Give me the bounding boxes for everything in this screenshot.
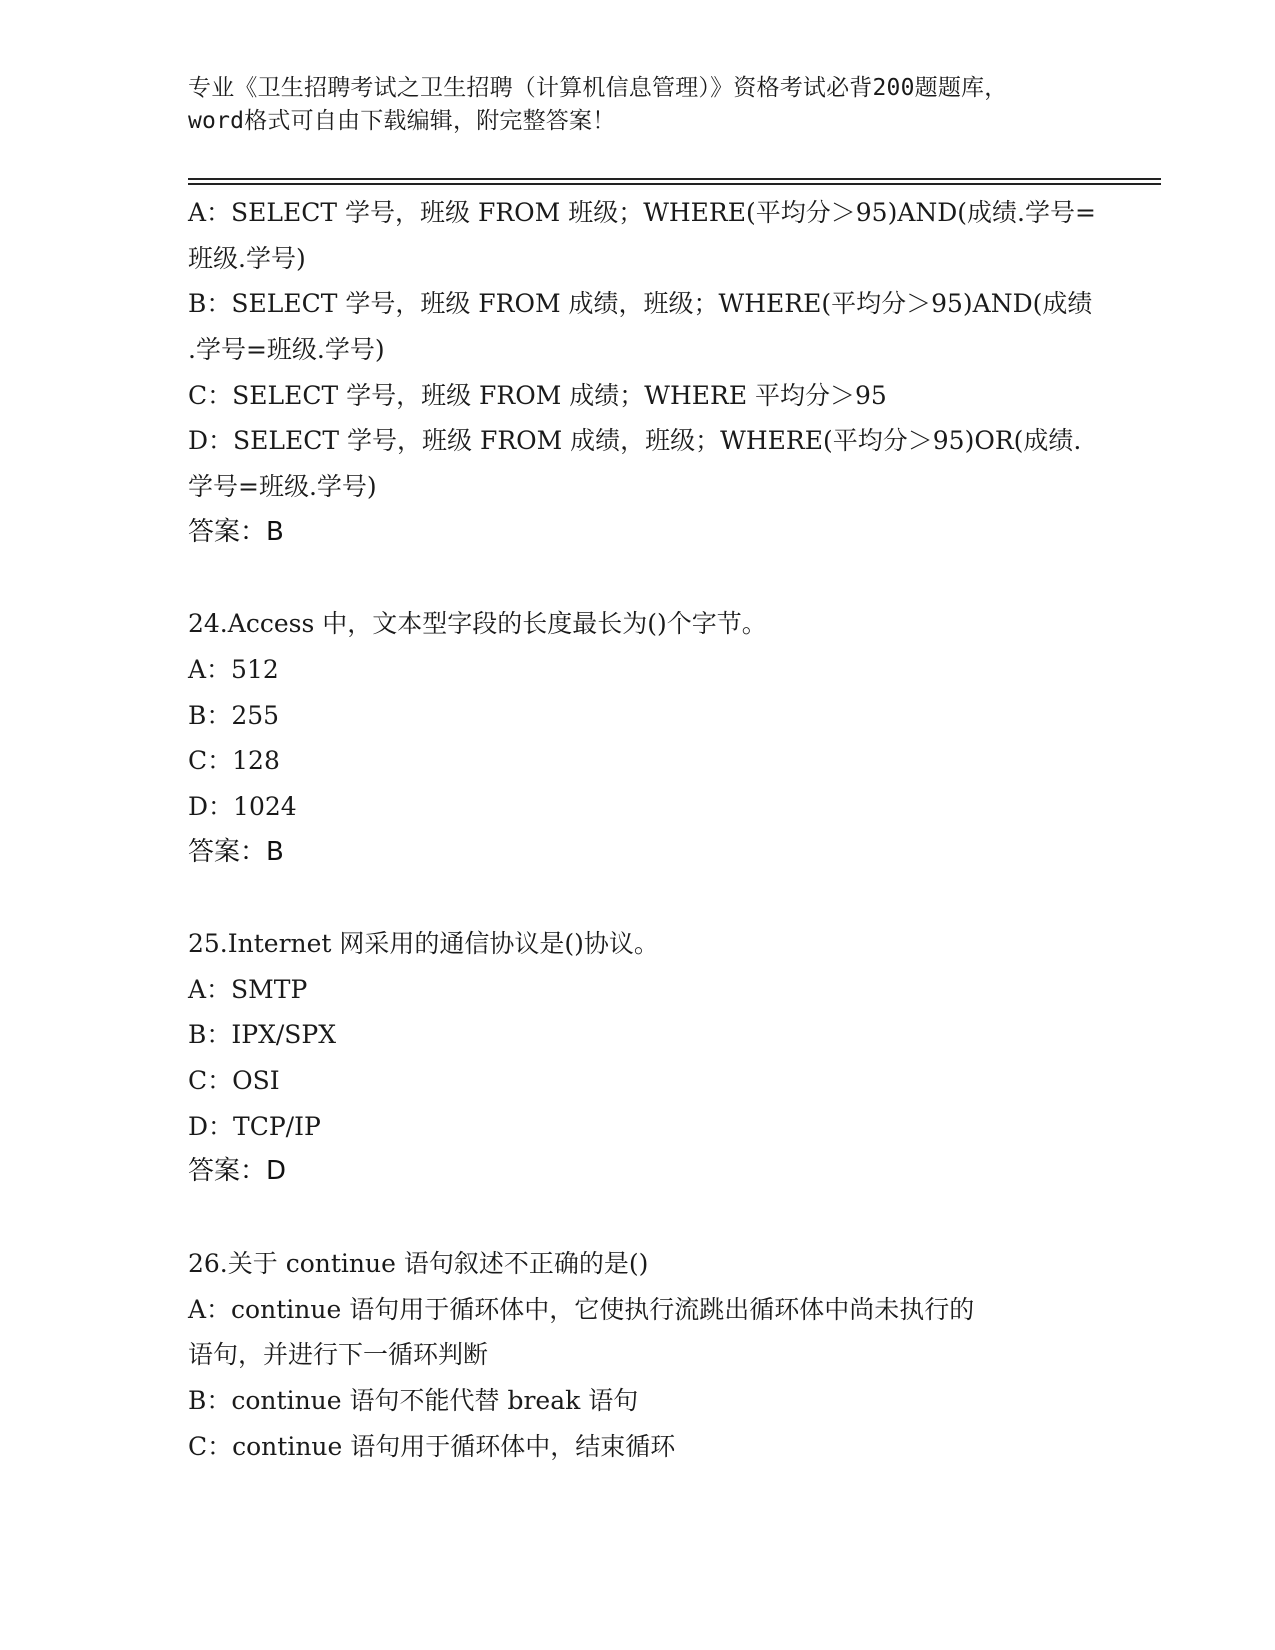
option-b-line-2: .学号=班级.学号) — [188, 335, 385, 365]
option-c: C：continue 语句用于循环体中，结束循环 — [188, 1431, 676, 1461]
header-divider-bottom — [188, 183, 1161, 185]
answer-label: 答案：B — [188, 836, 284, 867]
answer-label: 答案：B — [188, 516, 284, 547]
option-a-line-1: A：SELECT 学号，班级 FROM 班级；WHERE(平均分＞95)AND(成绩.学号= — [188, 198, 1096, 227]
option-c: C：128 — [188, 746, 280, 776]
option-d-line-2: 学号=班级.学号) — [188, 472, 377, 502]
header-title-line-2: word格式可自由下载编辑，附完整答案！ — [188, 108, 616, 134]
option-a-line-2: 班级.学号) — [188, 243, 306, 273]
option-d-line-1: D：SELECT 学号，班级 FROM 成绩，班级；WHERE(平均分＞95)OR(成绩. — [188, 426, 1082, 456]
question-spacer — [188, 556, 1108, 602]
question-spacer — [188, 875, 1108, 921]
option-a: A：512 — [188, 654, 279, 684]
option-c: C：SELECT 学号，班级 FROM 成绩；WHERE 平均分＞95 — [188, 380, 887, 410]
option-b: B：continue 语句不能代替 break 语句 — [188, 1385, 639, 1415]
document-header — [188, 72, 1088, 138]
answer-label: 答案：D — [188, 1156, 287, 1187]
question-spacer — [188, 1195, 1108, 1241]
question-23 — [188, 190, 1108, 556]
header-divider-top — [188, 178, 1161, 180]
question-text: 25.Internet 网采用的通信协议是()协议。 — [188, 929, 659, 958]
question-list — [188, 190, 1108, 1469]
option-d: D：TCP/IP — [188, 1111, 321, 1141]
question-text: 26.关于 continue 语句叙述不正确的是() — [188, 1248, 649, 1278]
header-title-line-1: 专业《卫生招聘考试之卫生招聘（计算机信息管理）》资格考试必背200题题库， — [188, 75, 1008, 101]
question-25 — [188, 921, 1108, 1195]
option-d: D：1024 — [188, 791, 297, 821]
option-b: B：IPX/SPX — [188, 1020, 337, 1050]
option-a-line-1: A：continue 语句用于循环体中，它使执行流跳出循环体中尚未执行的 — [188, 1294, 975, 1324]
option-b-line-1: B：SELECT 学号，班级 FROM 成绩，班级；WHERE(平均分＞95)AND(成绩 — [188, 289, 1093, 319]
question-26 — [188, 1241, 1108, 1469]
question-24 — [188, 601, 1108, 875]
option-c: C：OSI — [188, 1066, 280, 1096]
option-a: A：SMTP — [188, 974, 308, 1004]
question-text: 24.Access 中，文本型字段的长度最长为()个字节。 — [188, 609, 767, 639]
option-a-line-2: 语句，并进行下一循环判断 — [188, 1340, 489, 1370]
option-b: B：255 — [188, 700, 280, 730]
